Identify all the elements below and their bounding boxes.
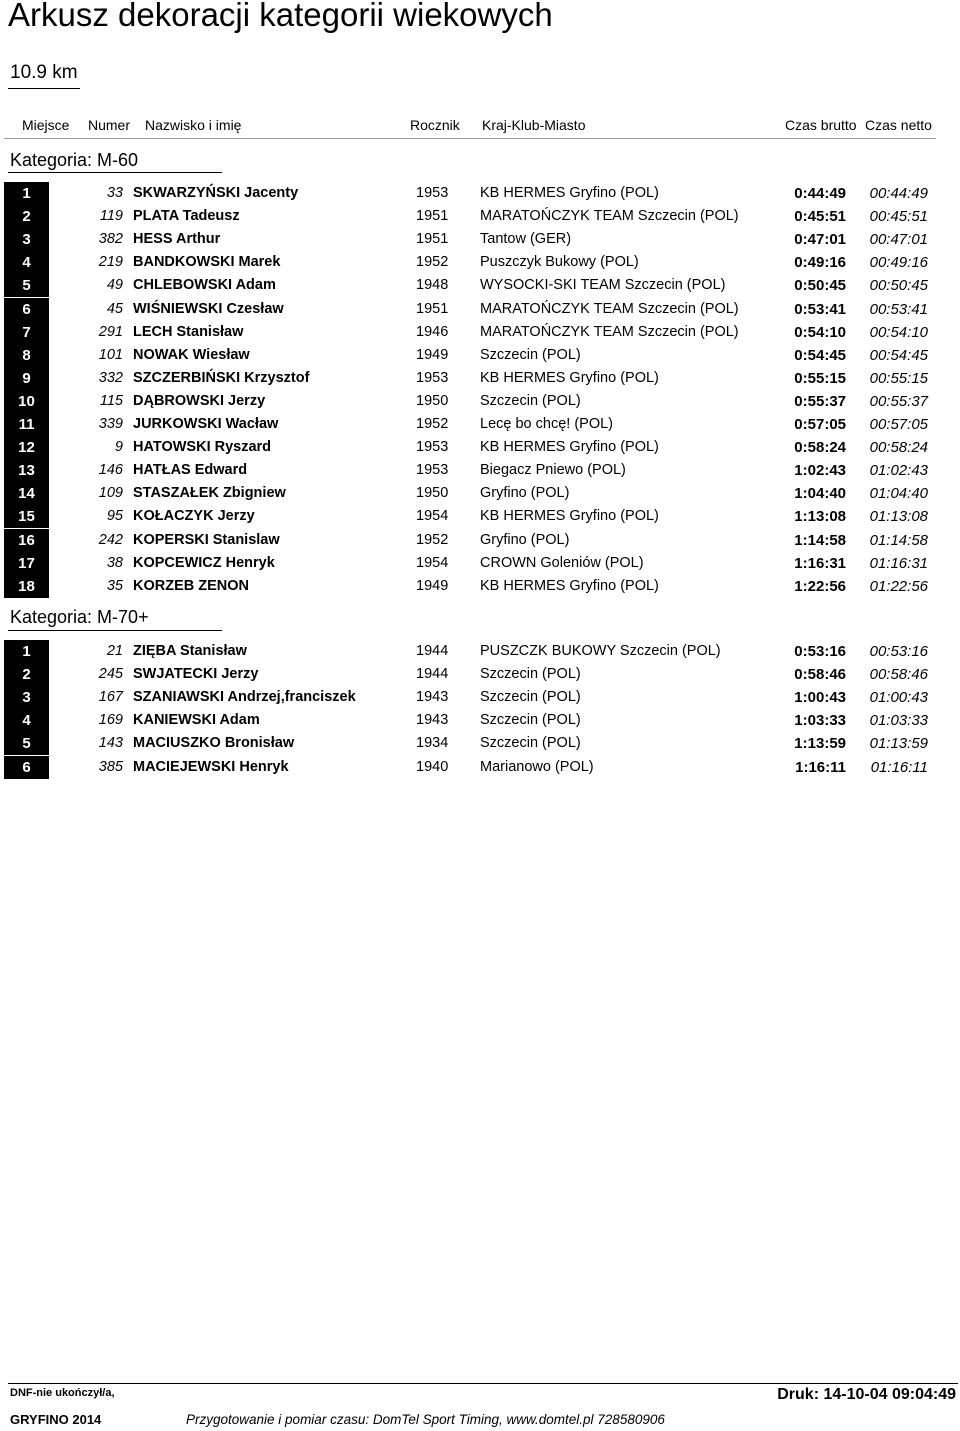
cell-year: 1953 [416, 462, 449, 479]
cell-name: SWJATECKI Jerzy [133, 666, 259, 683]
cell-netto: 01:22:56 [869, 577, 928, 595]
cell-brutto: 0:53:41 [794, 300, 846, 318]
cell-brutto: 1:00:43 [794, 689, 846, 707]
table-row [0, 529, 960, 552]
distance-label: 10.9 km [10, 62, 78, 83]
distance-underline [8, 88, 80, 89]
cell-club: MARATOŃCZYK TEAM Szczecin (POL) [480, 300, 739, 317]
cell-number: 385 [98, 758, 123, 775]
cell-netto: 01:14:58 [869, 531, 928, 549]
footer-divider [8, 1383, 958, 1384]
cell-number: 115 [99, 392, 123, 409]
cell-club: Szczecin (POL) [480, 346, 581, 363]
event-name: GRYFINO 2014 [10, 1412, 102, 1427]
cell-name: KANIEWSKI Adam [133, 712, 260, 729]
cell-year: 1952 [416, 254, 449, 271]
cell-name: HATOWSKI Ryszard [133, 439, 272, 456]
cell-brutto: 0:44:49 [794, 185, 846, 202]
table-row [0, 459, 960, 482]
cell-year: 1944 [416, 643, 449, 659]
cell-name: SZCZERBIŃSKI Krzysztof [133, 369, 310, 386]
cell-brutto: 0:54:10 [794, 323, 846, 341]
place-badge: 6 [4, 298, 49, 321]
cell-brutto: 1:03:33 [794, 712, 846, 730]
cell-netto: 00:55:37 [869, 392, 928, 410]
table-row [0, 228, 960, 251]
cell-brutto: 1:13:08 [794, 508, 846, 526]
place-badge: 7 [4, 321, 49, 344]
cell-name: WIŚNIEWSKI Czesław [133, 300, 284, 317]
place-badge: 11 [4, 413, 49, 436]
table-row [0, 640, 960, 663]
header-club: Kraj-Klub-Miasto [482, 117, 586, 133]
cell-brutto: 1:14:58 [794, 531, 846, 549]
cell-number: 119 [99, 208, 123, 225]
cell-year: 1953 [416, 369, 449, 386]
cell-club: Lecę bo chcę! (POL) [480, 416, 613, 432]
cell-number: 167 [98, 689, 123, 706]
cell-name: HATŁAS Edward [133, 462, 248, 479]
cell-name: KORZEB ZENON [133, 577, 249, 594]
cell-name: KOPERSKI Stanislaw [133, 531, 280, 548]
cell-year: 1952 [416, 531, 449, 548]
cell-number: 9 [114, 439, 123, 456]
place-badge: 6 [4, 756, 49, 779]
category-underline [8, 630, 222, 631]
dnf-note: DNF-nie ukończył/a, [10, 1387, 115, 1399]
cell-club: KB HERMES Gryfino (POL) [480, 577, 659, 594]
cell-club: CROWN Goleniów (POL) [480, 554, 644, 571]
cell-club: KB HERMES Gryfino (POL) [480, 508, 659, 525]
header-place: Miejsce [22, 117, 70, 133]
cell-club: Gryfino (POL) [480, 485, 570, 502]
cell-club: Szczecin (POL) [480, 666, 581, 683]
cell-number: 21 [106, 643, 123, 659]
place-badge: 13 [4, 459, 49, 482]
cell-brutto: 1:04:40 [794, 485, 846, 503]
cell-netto: 01:16:11 [870, 758, 928, 776]
cell-name: NOWAK Wiesław [133, 346, 250, 363]
cell-brutto: 0:55:15 [794, 369, 846, 387]
cell-brutto: 0:58:24 [794, 439, 846, 457]
cell-name: BANDKOWSKI Marek [133, 254, 281, 271]
category-title: Kategoria: M-60 [10, 150, 139, 170]
cell-number: 169 [98, 712, 123, 729]
cell-name: ZIĘBA Stanisław [133, 643, 247, 659]
cell-club: Szczecin (POL) [480, 735, 581, 752]
place-badge: 5 [4, 732, 49, 755]
cell-club: KB HERMES Gryfino (POL) [480, 185, 659, 201]
table-row [0, 575, 960, 598]
cell-club: Szczecin (POL) [480, 712, 581, 729]
table-row [0, 413, 960, 436]
cell-netto: 00:50:45 [869, 277, 928, 295]
cell-year: 1953 [416, 439, 449, 456]
place-badge: 3 [4, 228, 49, 251]
category-underline [8, 172, 222, 173]
cell-name: PLATA Tadeusz [133, 208, 240, 225]
cell-brutto: 0:55:37 [794, 392, 846, 410]
cell-club: PUSZCZK BUKOWY Szczecin (POL) [480, 643, 721, 659]
cell-number: 33 [106, 185, 123, 201]
page-title: Arkusz dekoracji kategorii wiekowych [8, 0, 553, 33]
cell-number: 38 [106, 554, 123, 571]
place-badge: 1 [4, 182, 49, 205]
cell-club: Szczecin (POL) [480, 392, 581, 409]
cell-name: SKWARZYŃSKI Jacenty [133, 185, 299, 201]
header-year: Rocznik [410, 117, 460, 133]
cell-netto: 00:57:05 [869, 416, 928, 433]
cell-year: 1943 [416, 712, 449, 729]
table-row [0, 709, 960, 732]
cell-netto: 00:58:46 [869, 666, 928, 684]
place-badge: 18 [4, 575, 49, 598]
timing-credit: Przygotowanie i pomiar czasu: DomTel Sport Timing, www.domtel.pl 728580906 [186, 1412, 665, 1427]
cell-netto: 00:45:51 [869, 208, 928, 226]
cell-name: MACIEJEWSKI Henryk [133, 758, 289, 775]
cell-club: KB HERMES Gryfino (POL) [480, 439, 659, 456]
cell-brutto: 0:47:01 [794, 231, 846, 249]
cell-netto: 01:03:33 [869, 712, 928, 730]
place-badge: 14 [4, 482, 49, 505]
cell-name: KOŁACZYK Jerzy [133, 508, 255, 525]
cell-number: 109 [98, 485, 123, 502]
cell-name: KOPCEWICZ Henryk [133, 554, 275, 571]
table-row [0, 182, 960, 205]
cell-brutto: 1:16:31 [794, 554, 846, 572]
cell-brutto: 0:50:45 [794, 277, 846, 295]
cell-year: 1949 [416, 346, 449, 363]
cell-year: 1934 [416, 735, 449, 752]
cell-number: 291 [98, 323, 123, 340]
cell-club: Szczecin (POL) [480, 689, 581, 706]
cell-netto: 00:53:41 [869, 300, 928, 318]
cell-brutto: 1:22:56 [794, 577, 846, 595]
place-badge: 15 [4, 505, 49, 528]
place-badge: 2 [4, 205, 49, 228]
cell-name: MACIUSZKO Bronisław [133, 735, 295, 752]
cell-year: 1946 [416, 323, 449, 340]
cell-netto: 01:02:43 [869, 462, 928, 480]
cell-number: 382 [98, 231, 123, 248]
cell-number: 95 [106, 508, 123, 525]
table-row [0, 436, 960, 459]
cell-netto: 00:47:01 [869, 231, 928, 249]
place-badge: 3 [4, 686, 49, 709]
cell-name: STASZAŁEK Zbigniew [133, 485, 286, 502]
place-badge: 2 [4, 663, 49, 686]
cell-number: 143 [98, 735, 123, 752]
table-row [0, 686, 960, 709]
cell-name: LECH Stanisław [133, 323, 244, 340]
cell-year: 1949 [416, 577, 449, 594]
table-row [0, 552, 960, 575]
cell-netto: 00:49:16 [869, 254, 928, 272]
place-badge: 16 [4, 529, 49, 552]
cell-year: 1948 [416, 277, 449, 294]
cell-netto: 00:55:15 [869, 369, 928, 387]
cell-brutto: 1:16:11 [795, 758, 846, 776]
cell-brutto: 0:49:16 [794, 254, 846, 272]
table-row [0, 505, 960, 528]
cell-netto: 01:16:31 [869, 554, 928, 572]
cell-brutto: 0:57:05 [794, 416, 846, 433]
header-divider [4, 138, 936, 139]
cell-name: HESS Arthur [133, 231, 221, 248]
cell-netto: 00:54:10 [869, 323, 928, 341]
header-brutto: Czas brutto [785, 117, 857, 133]
table-row [0, 205, 960, 228]
table-row [0, 732, 960, 755]
cell-number: 146 [98, 462, 123, 479]
header-name: Nazwisko i imię [145, 117, 242, 133]
cell-brutto: 1:13:59 [794, 735, 846, 753]
cell-number: 332 [98, 369, 123, 386]
place-badge: 17 [4, 552, 49, 575]
table-row [0, 274, 960, 297]
cell-club: Tantow (GER) [480, 231, 572, 248]
table-row [0, 390, 960, 413]
cell-club: Puszczyk Bukowy (POL) [480, 254, 639, 271]
place-badge: 8 [4, 344, 49, 367]
cell-year: 1954 [416, 554, 449, 571]
print-timestamp: Druk: 14-10-04 09:04:49 [777, 1386, 956, 1403]
cell-year: 1952 [416, 416, 449, 432]
place-badge: 10 [4, 390, 49, 413]
cell-netto: 00:44:49 [869, 185, 928, 202]
cell-name: DĄBROWSKI Jerzy [133, 392, 266, 409]
cell-year: 1951 [416, 300, 449, 317]
table-row [0, 756, 960, 779]
cell-number: 219 [98, 254, 123, 271]
cell-name: CHLEBOWSKI Adam [133, 277, 276, 294]
place-badge: 9 [4, 367, 49, 390]
cell-year: 1944 [416, 666, 449, 683]
place-badge: 4 [4, 251, 49, 274]
cell-brutto: 1:02:43 [794, 462, 846, 480]
table-row [0, 251, 960, 274]
table-row [0, 367, 960, 390]
cell-club: Marianowo (POL) [480, 758, 594, 775]
cell-year: 1953 [416, 185, 449, 201]
place-badge: 5 [4, 274, 49, 297]
table-row [0, 344, 960, 367]
cell-netto: 01:00:43 [869, 689, 928, 707]
cell-club: MARATOŃCZYK TEAM Szczecin (POL) [480, 323, 739, 340]
cell-club: KB HERMES Gryfino (POL) [480, 369, 659, 386]
cell-year: 1950 [416, 392, 449, 409]
cell-number: 35 [106, 577, 123, 594]
table-row [0, 663, 960, 686]
cell-year: 1950 [416, 485, 449, 502]
cell-year: 1940 [416, 758, 449, 775]
cell-brutto: 0:45:51 [794, 208, 846, 226]
place-badge: 1 [4, 640, 49, 663]
cell-brutto: 0:53:16 [794, 643, 846, 660]
cell-name: JURKOWSKI Wacław [133, 416, 279, 432]
cell-club: WYSOCKI-SKI TEAM Szczecin (POL) [480, 277, 726, 294]
cell-netto: 00:53:16 [869, 643, 928, 660]
cell-year: 1943 [416, 689, 449, 706]
cell-number: 339 [98, 416, 123, 432]
cell-netto: 01:13:08 [869, 508, 928, 526]
place-badge: 12 [4, 436, 49, 459]
category-title: Kategoria: M-70+ [10, 607, 149, 627]
cell-club: MARATOŃCZYK TEAM Szczecin (POL) [480, 208, 739, 225]
cell-number: 245 [98, 666, 123, 683]
cell-number: 101 [98, 346, 123, 363]
cell-year: 1954 [416, 508, 449, 525]
cell-number: 49 [106, 277, 123, 294]
cell-club: Gryfino (POL) [480, 531, 570, 548]
cell-brutto: 0:54:45 [794, 346, 846, 364]
table-row [0, 298, 960, 321]
cell-number: 242 [98, 531, 123, 548]
cell-number: 45 [106, 300, 123, 317]
cell-netto: 01:13:59 [869, 735, 928, 753]
cell-name: SZANIAWSKI Andrzej,franciszek [133, 689, 356, 706]
cell-year: 1951 [416, 231, 449, 248]
place-badge: 4 [4, 709, 49, 732]
cell-year: 1951 [416, 208, 449, 225]
header-number: Numer [88, 117, 131, 133]
header-netto: Czas netto [865, 117, 932, 133]
cell-brutto: 0:58:46 [794, 666, 846, 684]
cell-netto: 00:54:45 [869, 346, 928, 364]
cell-club: Biegacz Pniewo (POL) [480, 462, 626, 479]
table-row [0, 321, 960, 344]
cell-netto: 01:04:40 [869, 485, 928, 503]
cell-netto: 00:58:24 [869, 439, 928, 457]
table-row [0, 482, 960, 505]
